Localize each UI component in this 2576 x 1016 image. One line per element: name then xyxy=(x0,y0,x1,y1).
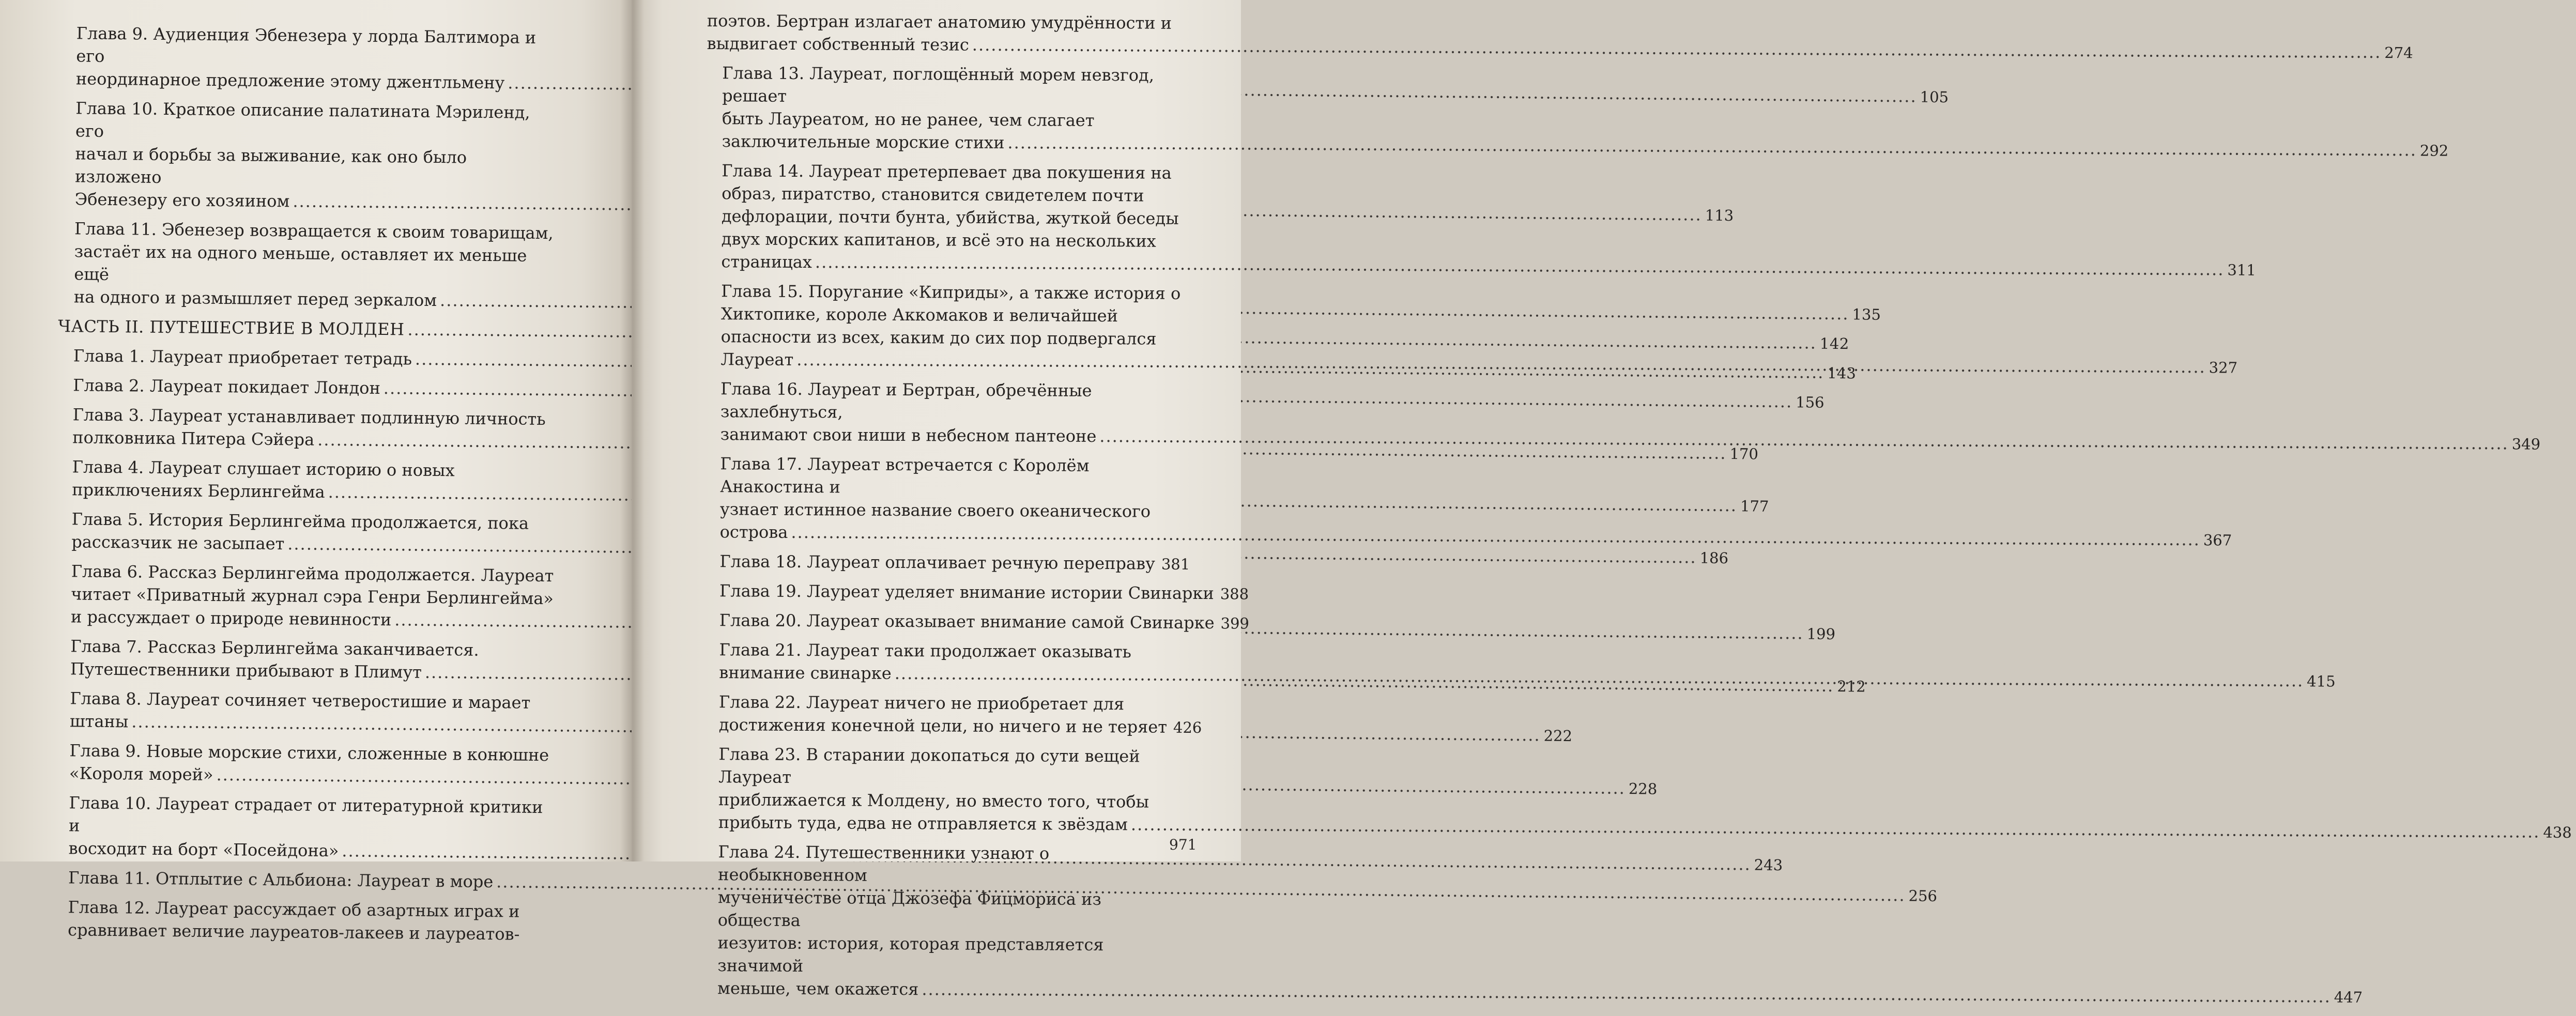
toc-page-number: 170 xyxy=(1729,442,1758,466)
book-gutter xyxy=(620,0,644,861)
toc-entry xyxy=(704,609,1182,635)
toc-page-number: 186 xyxy=(1699,546,1728,569)
toc-entry-last-line xyxy=(719,661,1182,687)
left-page xyxy=(0,0,632,861)
toc-page-number: 447 xyxy=(2334,986,2363,1009)
toc-entry-last-line xyxy=(721,250,1184,276)
toc-entry-title-line: поэтов. Бертран излагает анатомию умудрённости и xyxy=(707,9,1185,35)
toc-entry-title-line: ЧАСТЬ II. ПУТЕШЕСТВИЕ В МОЛДЕН xyxy=(58,315,405,341)
toc-page-number: 135 xyxy=(1852,303,1881,326)
toc-entry-last-line xyxy=(720,423,1183,449)
toc-entry xyxy=(58,217,558,313)
toc-page-number: 177 xyxy=(1740,495,1769,518)
toc-entry-title-line: образ, пиратство, становится свидетелем почти xyxy=(722,182,1184,207)
toc-entry-title-line: Глава 22. Лауреат ничего не приобретает для xyxy=(719,690,1182,716)
toc-entry-last-line xyxy=(720,520,1183,546)
toc-entry xyxy=(53,866,551,894)
toc-entry-title-line: Глава 9. Новые морские стихи, сложенные в конюшне xyxy=(69,739,553,766)
toc-entry-last-line xyxy=(719,713,1182,739)
toc-entry xyxy=(56,455,556,506)
toc-entry-title-line: занимают свои ниши в небесном пантеоне xyxy=(720,423,1097,448)
toc-entry-title-line: Глава 18. Лауреат оплачивает речную переправу xyxy=(719,550,1155,575)
dot-leader xyxy=(922,978,2331,1008)
toc-entry xyxy=(54,739,553,790)
toc-entry-title-line: Хиктопике, короле Аккомаков и величайшей xyxy=(721,302,1184,328)
toc-entry-title-line: двух морских капитанов, и всё это на нескольких xyxy=(722,227,1184,253)
toc-entry xyxy=(59,97,559,215)
toc-entry xyxy=(704,550,1182,576)
toc-entry-title-line: «Короля морей» xyxy=(69,762,213,786)
toc-entry xyxy=(703,743,1182,837)
toc-entry-title-line: Глава 10. Краткое описание палатината Мэриленд, его xyxy=(75,97,559,147)
toc-part-entry xyxy=(58,315,557,343)
toc-entry-title-line: читает «Приватный журнал сэра Генри Берлингейма» xyxy=(71,582,554,610)
dot-leader xyxy=(972,34,2382,64)
toc-entry-title-line: выдвигает собственный тезис xyxy=(707,32,969,56)
toc-entry-title-line: внимание свинарке xyxy=(719,661,892,685)
toc-entry-title-line: полковника Питера Сэйера xyxy=(72,426,314,451)
toc-page-number: 256 xyxy=(1908,884,1937,907)
toc-entry-last-line xyxy=(58,315,557,343)
toc-page-number: 142 xyxy=(1820,332,1849,356)
dot-leader xyxy=(895,662,2304,692)
toc-entry-title-line: Глава 1. Лауреат приобретает тетрадь xyxy=(73,344,412,370)
right-page xyxy=(632,0,1241,861)
toc-entry-title-line: быть Лауреатом, но не ранее, чем слагает xyxy=(722,107,1185,132)
toc-entry-title-line: Глава 16. Лауреат и Бертран, обречённые захлебнуться, xyxy=(720,377,1183,425)
toc-entry-title-line: заключительные морские стихи xyxy=(722,130,1005,154)
toc-entry-last-line xyxy=(71,605,554,633)
toc-page-number: 311 xyxy=(2227,258,2256,281)
toc-entry-title-line: Путешественники прибывают в Плимут xyxy=(70,657,422,684)
toc-entry-title-line: прибыть туда, едва не отправляется к звёздам xyxy=(718,811,1128,836)
toc-entry-last-line xyxy=(718,811,1181,837)
toc-entry-title-line: Глава 15. Поругание «Киприды», а также история о xyxy=(721,280,1184,305)
toc-page-number: 292 xyxy=(2420,139,2449,162)
toc-entry-title-line: Глава 6. Рассказ Берлингейма продолжается. Лауреат xyxy=(71,560,555,587)
toc-page-number: 349 xyxy=(2512,433,2541,455)
toc-entry-last-line xyxy=(72,426,556,454)
toc-entry-last-line xyxy=(73,344,557,372)
toc-entry-title-line: сравнивает величие лауреатов-лакеев и лауреатов- xyxy=(68,918,551,946)
toc-entry-title-line: Глава 3. Лауреат устанавливает подлинную личность xyxy=(72,403,556,430)
toc-entry-title-line: начал и борьбы за выживание, как оно было изложено xyxy=(75,142,559,192)
toc-entry-title-line: достижения конечной цели, но ничего и не теряет xyxy=(719,713,1167,738)
toc-page-number: 212 xyxy=(1837,675,1866,698)
toc-entry xyxy=(707,9,1185,58)
toc-entry-title-line: восходит на борт «Посейдона» xyxy=(68,837,339,862)
toc-entry-title-line: штаны xyxy=(70,710,129,733)
toc-entry xyxy=(704,452,1183,546)
toc-entry xyxy=(54,687,554,737)
toc-page-number: 399 xyxy=(1220,612,1249,635)
toc-entry-last-line xyxy=(72,478,555,506)
toc-entry-last-line xyxy=(70,657,554,685)
toc-entry xyxy=(52,896,551,946)
dot-leader xyxy=(791,521,2200,551)
toc-entry xyxy=(704,579,1182,605)
toc-entry xyxy=(705,377,1184,449)
toc-entry-title-line: Глава 10. Лауреат страдает от литературной критики и xyxy=(69,791,553,841)
toc-entry xyxy=(60,22,560,95)
toc-page-number: 327 xyxy=(2209,356,2238,379)
toc-entry-title-line: Глава 11. Отплытие с Альбиона: Лауреат в море xyxy=(68,866,494,893)
page-number: 971 xyxy=(1169,836,1197,853)
toc-page-number: 143 xyxy=(1827,362,1856,385)
toc-entry-last-line xyxy=(71,530,555,558)
toc-entry-title-line: застаёт их на одного меньше, оставляет их меньше ещё xyxy=(74,240,558,290)
toc-entry-last-line xyxy=(719,579,1182,605)
toc-entry-last-line xyxy=(722,130,1185,156)
toc-left-list xyxy=(52,22,560,952)
toc-entry-title-line: иезуитов: история, которая представляется значимой xyxy=(717,931,1180,979)
toc-entry-last-line xyxy=(70,710,553,737)
toc-entry-title-line: Глава 9. Аудиенция Эбенезера у лорда Балтимора и его xyxy=(76,22,560,72)
toc-page-number: 222 xyxy=(1543,725,1572,748)
toc-entry-title-line: Глава 11. Эбенезер возвращается к своим товарищам, xyxy=(74,217,558,244)
toc-entry-title-line: страницах xyxy=(721,250,812,273)
toc-page-number: 381 xyxy=(1161,553,1190,576)
toc-entry-title-line: дефлорации, почти бунта, убийства, жуткой беседы xyxy=(722,205,1184,230)
toc-entry-title-line: Глава 8. Лауреат сочиняет четверостишие и марает xyxy=(70,687,553,714)
dot-leader xyxy=(796,348,2206,378)
toc-entry xyxy=(57,403,556,454)
toc-entry-title-line: Глава 19. Лауреат уделяет внимание истории Свинарки xyxy=(719,579,1214,605)
toc-entry xyxy=(58,344,557,372)
toc-entry-title-line: Глава 13. Лауреат, поглощённый морем невзгод, решает xyxy=(722,61,1185,110)
toc-entry-title-line: мученичестве отца Джозефа Фицмориса из общества xyxy=(718,886,1180,934)
toc-entry xyxy=(57,374,556,402)
toc-entry xyxy=(707,61,1185,156)
toc-page-number: 367 xyxy=(2203,529,2232,551)
toc-entry-last-line xyxy=(717,977,1180,1003)
toc-page-number: 199 xyxy=(1806,622,1835,645)
toc-entry-title-line: неординарное предложение этому джентльмену xyxy=(76,67,505,94)
toc-entry-title-line: приближается к Молдену, но вместо того, чтобы xyxy=(718,788,1181,813)
toc-entry-title-line: Глава 21. Лауреат таки продолжает оказывать xyxy=(719,638,1182,664)
toc-page-number: 243 xyxy=(1754,854,1783,877)
dot-leader xyxy=(1007,131,2417,161)
toc-entry-title-line: меньше, чем окажется xyxy=(717,977,919,1000)
toc-entry-title-line: Глава 14. Лауреат претерпевает два покушения на xyxy=(722,159,1184,184)
toc-entry-title-line: узнает истинное название своего океанического xyxy=(720,498,1183,523)
toc-entry xyxy=(56,507,555,558)
toc-entry xyxy=(703,638,1182,687)
toc-entry xyxy=(55,635,554,685)
toc-entry-title-line: и рассуждает о природе невинности xyxy=(71,605,392,631)
toc-entry-title-line: Глава 17. Лауреат встречается с Королём Анакостина и xyxy=(720,452,1183,500)
toc-entry-last-line xyxy=(73,374,556,402)
toc-page-number: 388 xyxy=(1220,582,1249,605)
toc-entry-title-line: Глава 24. Путешественники узнают о необыкновенном xyxy=(718,840,1180,888)
toc-entry xyxy=(706,159,1184,276)
toc-entry-last-line xyxy=(719,550,1182,576)
toc-entry-last-line xyxy=(74,285,557,313)
toc-entry-title-line: Глава 5. История Берлингейма продолжается, пока xyxy=(72,507,555,535)
toc-page-number: 426 xyxy=(1173,716,1202,739)
toc-entry-title-line: опасности из всех, каким до сих пор подвергался xyxy=(721,325,1184,350)
toc-entry-last-line xyxy=(68,866,551,894)
toc-entry-title-line: Глава 7. Рассказ Берлингейма заканчивается. xyxy=(70,635,554,662)
toc-entry-last-line xyxy=(68,837,551,865)
dot-leader xyxy=(1131,813,2540,843)
book-spread xyxy=(0,0,1241,861)
toc-entry-title-line: Глава 2. Лауреат покидает Лондон xyxy=(73,374,380,399)
toc-entry-last-line xyxy=(720,348,1183,374)
toc-entry-title-line: Глава 4. Лауреат слушает историю о новых xyxy=(72,455,556,483)
toc-entry-title-line: приключениях Берлингейма xyxy=(72,478,325,503)
toc-entry xyxy=(55,560,555,633)
toc-page-number: 274 xyxy=(2384,41,2413,64)
toc-entry xyxy=(702,840,1181,1003)
toc-page-number: 113 xyxy=(1705,204,1734,227)
toc-page-number: 105 xyxy=(1920,86,1949,109)
toc-entry xyxy=(705,280,1184,374)
toc-entry-title-line: Лауреат xyxy=(720,348,793,371)
toc-entry-last-line xyxy=(707,32,1185,58)
toc-right-list xyxy=(702,9,1185,1009)
toc-entry xyxy=(703,690,1182,739)
dot-leader xyxy=(815,251,2225,281)
toc-entry-title-line: Глава 20. Лауреат оказывает внимание самой Свинарке xyxy=(719,609,1215,634)
toc-entry-title-line: Эбенезеру его хозяином xyxy=(74,188,289,212)
toc-page-number: 415 xyxy=(2307,670,2336,692)
toc-entry-last-line xyxy=(719,609,1182,635)
toc-entry-title-line: на одного и размышляет перед зеркалом xyxy=(74,285,437,312)
toc-entry-last-line xyxy=(69,762,553,790)
toc-page-number: 156 xyxy=(1796,391,1824,414)
toc-entry-title-line: острова xyxy=(720,520,788,544)
toc-page-number: 228 xyxy=(1629,777,1658,801)
toc-entry-last-line xyxy=(74,188,558,215)
toc-entry-title-line: Глава 12. Лауреат рассуждает об азартных играх и xyxy=(68,896,551,923)
toc-page-number: 438 xyxy=(2543,821,2572,844)
toc-entry-title-line: рассказчик не засыпает xyxy=(71,530,284,555)
toc-entry xyxy=(53,791,552,865)
toc-entry-last-line xyxy=(76,67,559,95)
toc-entry-title-line: Глава 23. В старании докопаться до сути вещей Лауреат xyxy=(718,743,1181,791)
